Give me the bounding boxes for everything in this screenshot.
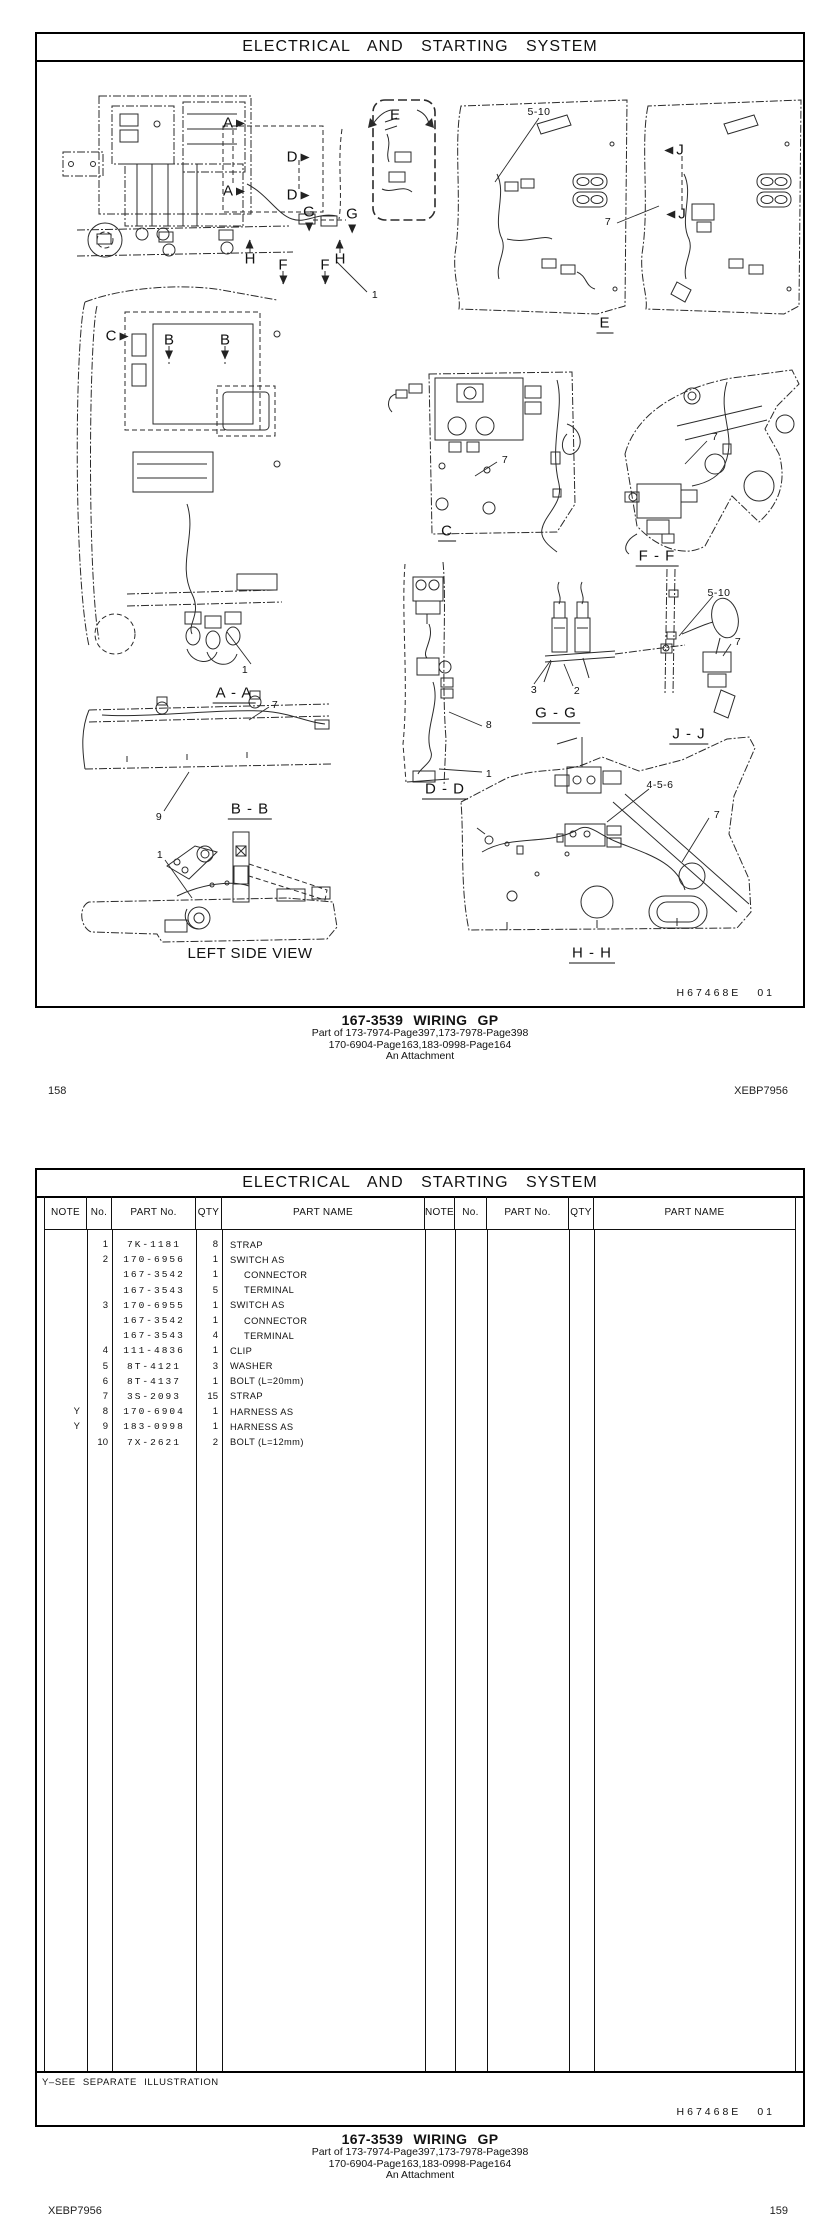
margin-row-2 xyxy=(48,2205,788,2217)
section-letter: A xyxy=(222,114,234,132)
cell-qty: 1 xyxy=(212,1421,218,1433)
book-code: XEBP7956 xyxy=(48,2205,102,2217)
figure-caption xyxy=(0,1013,840,1063)
section-letter: H xyxy=(244,250,256,268)
page-title: ELECTRICAL AND STARTING SYSTEM xyxy=(242,38,598,55)
caption-ref-2: 170-6904-Page163,183-0998-Page164 xyxy=(328,2157,512,2170)
page-number: 158 xyxy=(48,1085,67,1097)
view-label: F - F xyxy=(636,548,679,567)
cell-part-name: CONNECTOR xyxy=(244,1315,308,1326)
cell-no: 9 xyxy=(102,1421,108,1433)
cell-part-no: 7X-2621 xyxy=(127,1436,181,1448)
callout-number: 7 xyxy=(501,454,509,466)
section-letter: C xyxy=(105,327,117,345)
cell-part-no: 3S-2093 xyxy=(127,1390,181,1402)
cell-note: Y xyxy=(73,1421,80,1433)
table-row xyxy=(45,1313,795,1328)
caption-ref-3: An Attachment xyxy=(385,1050,455,1062)
cell-qty: 15 xyxy=(207,1390,218,1402)
cell-no: 7 xyxy=(102,1390,108,1402)
figure-caption xyxy=(0,2132,840,2182)
col-qty-2: QTY xyxy=(569,1196,594,1229)
callout-number: 7 xyxy=(711,431,719,443)
doc-revision: 01 xyxy=(757,987,775,999)
caption-ref-2: 170-6904-Page163,183-0998-Page164 xyxy=(328,1038,512,1051)
cell-part-name: TERMINAL xyxy=(244,1285,295,1296)
callout-number: 1 xyxy=(371,289,379,301)
view-label: A - A xyxy=(213,685,256,704)
callout-number: 5-10 xyxy=(527,106,551,118)
cell-part-no: 167-3542 xyxy=(123,1315,185,1327)
page2-title-bar xyxy=(37,1170,803,1198)
col-no: No. xyxy=(87,1196,112,1229)
cell-qty: 1 xyxy=(212,1315,218,1327)
cell-part-no: 170-6955 xyxy=(123,1299,185,1311)
cell-part-no: 167-3542 xyxy=(123,1269,185,1281)
doc-code xyxy=(677,987,775,999)
table-row xyxy=(45,1434,795,1449)
table-row xyxy=(45,1267,795,1282)
caption-ref-3: An Attachment xyxy=(385,2169,455,2181)
col-part-no-2: PART No. xyxy=(487,1196,569,1229)
section-letter: J xyxy=(676,141,684,159)
callout-number: 7 xyxy=(604,216,612,228)
cell-part-no: 183-0998 xyxy=(123,1421,185,1433)
caption-ref-1: Part of 173-7974-Page397,173-7978-Page398 xyxy=(311,2146,529,2158)
cell-part-no: 111-4836 xyxy=(123,1345,185,1357)
page1-title-bar xyxy=(37,34,803,62)
cell-part-name: SWITCH AS xyxy=(230,1254,285,1265)
section-letter: G xyxy=(346,205,358,223)
cell-part-no: 170-6956 xyxy=(123,1254,185,1266)
footnote: Y–SEE SEPARATE ILLUSTRATION xyxy=(42,2077,219,2088)
view-label: C xyxy=(438,523,456,542)
table-row xyxy=(45,1359,795,1374)
cell-no: 10 xyxy=(97,1436,108,1448)
cell-no: 1 xyxy=(102,1239,108,1251)
table-row xyxy=(45,1374,795,1389)
col-no-2: No. xyxy=(455,1196,487,1229)
col-part-no: PART No. xyxy=(112,1196,196,1229)
view-label: D - D xyxy=(422,781,468,800)
section-letter: F xyxy=(278,256,288,274)
callout-number: 7 xyxy=(734,636,742,648)
page-number: 159 xyxy=(769,2205,788,2217)
cell-qty: 1 xyxy=(212,1269,218,1281)
callout-number: 8 xyxy=(485,719,493,731)
col-qty: QTY xyxy=(196,1196,222,1229)
section-letter: H xyxy=(334,250,346,268)
cell-note: Y xyxy=(73,1406,80,1418)
cell-part-name: SWITCH AS xyxy=(230,1300,285,1311)
cell-part-name: HARNESS AS xyxy=(230,1421,294,1432)
cell-part-no: 7K-1181 xyxy=(127,1239,181,1251)
table-body xyxy=(45,1230,795,2073)
col-part-name: PART NAME xyxy=(222,1196,425,1229)
table-row xyxy=(45,1252,795,1267)
callout-number: 7 xyxy=(271,699,279,711)
diagram-label-layer xyxy=(37,34,803,1006)
section-letter: A xyxy=(222,182,234,200)
section-letter: B xyxy=(163,331,175,349)
part-group-title: 167-3539 WIRING GP xyxy=(341,1012,499,1028)
cell-part-name: CONNECTOR xyxy=(244,1269,308,1280)
section-letter: D xyxy=(286,186,298,204)
cell-part-name: TERMINAL xyxy=(244,1330,295,1341)
cell-part-no: 167-3543 xyxy=(123,1284,185,1296)
cell-no: 6 xyxy=(102,1375,108,1387)
view-label: B - B xyxy=(228,801,272,820)
cell-part-no: 167-3543 xyxy=(123,1330,185,1342)
cell-qty: 8 xyxy=(212,1239,218,1251)
cell-qty: 1 xyxy=(212,1406,218,1418)
table-row xyxy=(45,1389,795,1404)
section-letter: E xyxy=(389,106,401,124)
cell-no: 3 xyxy=(102,1299,108,1311)
cell-qty: 1 xyxy=(212,1299,218,1311)
col-part-name-2: PART NAME xyxy=(664,1207,725,1218)
cell-qty: 4 xyxy=(212,1330,218,1342)
margin-row-1 xyxy=(48,1085,788,1097)
table-header xyxy=(45,1196,795,1230)
callout-number: 9 xyxy=(155,811,163,823)
cell-part-name: STRAP xyxy=(230,1391,263,1402)
col-note-2: NOTE xyxy=(425,1196,455,1229)
cell-qty: 1 xyxy=(212,1375,218,1387)
section-letter: F xyxy=(320,256,330,274)
footnote-strip xyxy=(37,2071,803,2125)
cell-part-no: 8T-4137 xyxy=(127,1375,181,1387)
cell-no: 8 xyxy=(102,1406,108,1418)
cell-qty: 5 xyxy=(212,1284,218,1296)
section-letter: G xyxy=(303,203,315,221)
table-row xyxy=(45,1328,795,1343)
cell-no: 4 xyxy=(102,1345,108,1357)
cell-no: 2 xyxy=(102,1254,108,1266)
table-rows xyxy=(45,1230,795,1450)
doc-code-value: H67468E xyxy=(676,987,742,999)
section-letter: D xyxy=(286,148,298,166)
callout-number: 4-5-6 xyxy=(646,779,674,791)
section-letter: J xyxy=(678,205,686,223)
cell-qty: 3 xyxy=(212,1360,218,1372)
view-label: G - G xyxy=(532,705,580,724)
cell-part-no: 170-6904 xyxy=(123,1406,185,1418)
view-label: J - J xyxy=(669,726,708,745)
doc-code-value: H67468E xyxy=(676,2106,742,2118)
cell-part-name: WASHER xyxy=(230,1361,273,1372)
caption-ref-1: Part of 173-7974-Page397,173-7978-Page398 xyxy=(311,1027,529,1039)
col-note: NOTE xyxy=(45,1196,87,1229)
page-159 xyxy=(35,1168,805,2127)
cell-qty: 1 xyxy=(212,1345,218,1357)
table-row xyxy=(45,1404,795,1419)
cell-part-name: BOLT (L=12mm) xyxy=(230,1437,304,1448)
book-code: XEBP7956 xyxy=(734,1085,788,1097)
view-label: H - H xyxy=(569,945,615,964)
view-label: E xyxy=(596,315,613,334)
cell-qty: 2 xyxy=(212,1436,218,1448)
callout-number: 1 xyxy=(156,849,164,861)
callout-number: 5-10 xyxy=(707,587,731,599)
table-row xyxy=(45,1419,795,1434)
cell-part-no: 8T-4121 xyxy=(127,1360,181,1372)
page-158 xyxy=(35,32,805,1008)
callout-number: 7 xyxy=(713,809,721,821)
doc-code xyxy=(677,2106,775,2118)
table-row xyxy=(45,1343,795,1358)
cell-no: 5 xyxy=(102,1360,108,1372)
cell-qty: 1 xyxy=(212,1254,218,1266)
section-letter: B xyxy=(219,331,231,349)
doc-revision: 01 xyxy=(757,2106,775,2118)
page-title: ELECTRICAL AND STARTING SYSTEM xyxy=(242,1174,598,1191)
view-label: LEFT SIDE VIEW xyxy=(187,945,313,962)
cell-part-name: HARNESS AS xyxy=(230,1406,294,1417)
callout-number: 1 xyxy=(485,768,493,780)
cell-part-name: CLIP xyxy=(230,1345,253,1356)
callout-number: 3 xyxy=(530,684,538,696)
cell-part-name: BOLT (L=20mm) xyxy=(230,1376,304,1387)
parts-table xyxy=(44,1196,796,2073)
callout-number: 2 xyxy=(573,685,581,697)
table-row xyxy=(45,1237,795,1252)
table-row xyxy=(45,1283,795,1298)
callout-number: 1 xyxy=(241,664,249,676)
part-group-title: 167-3539 WIRING GP xyxy=(341,2131,499,2147)
table-row xyxy=(45,1298,795,1313)
cell-part-name: STRAP xyxy=(230,1239,263,1250)
